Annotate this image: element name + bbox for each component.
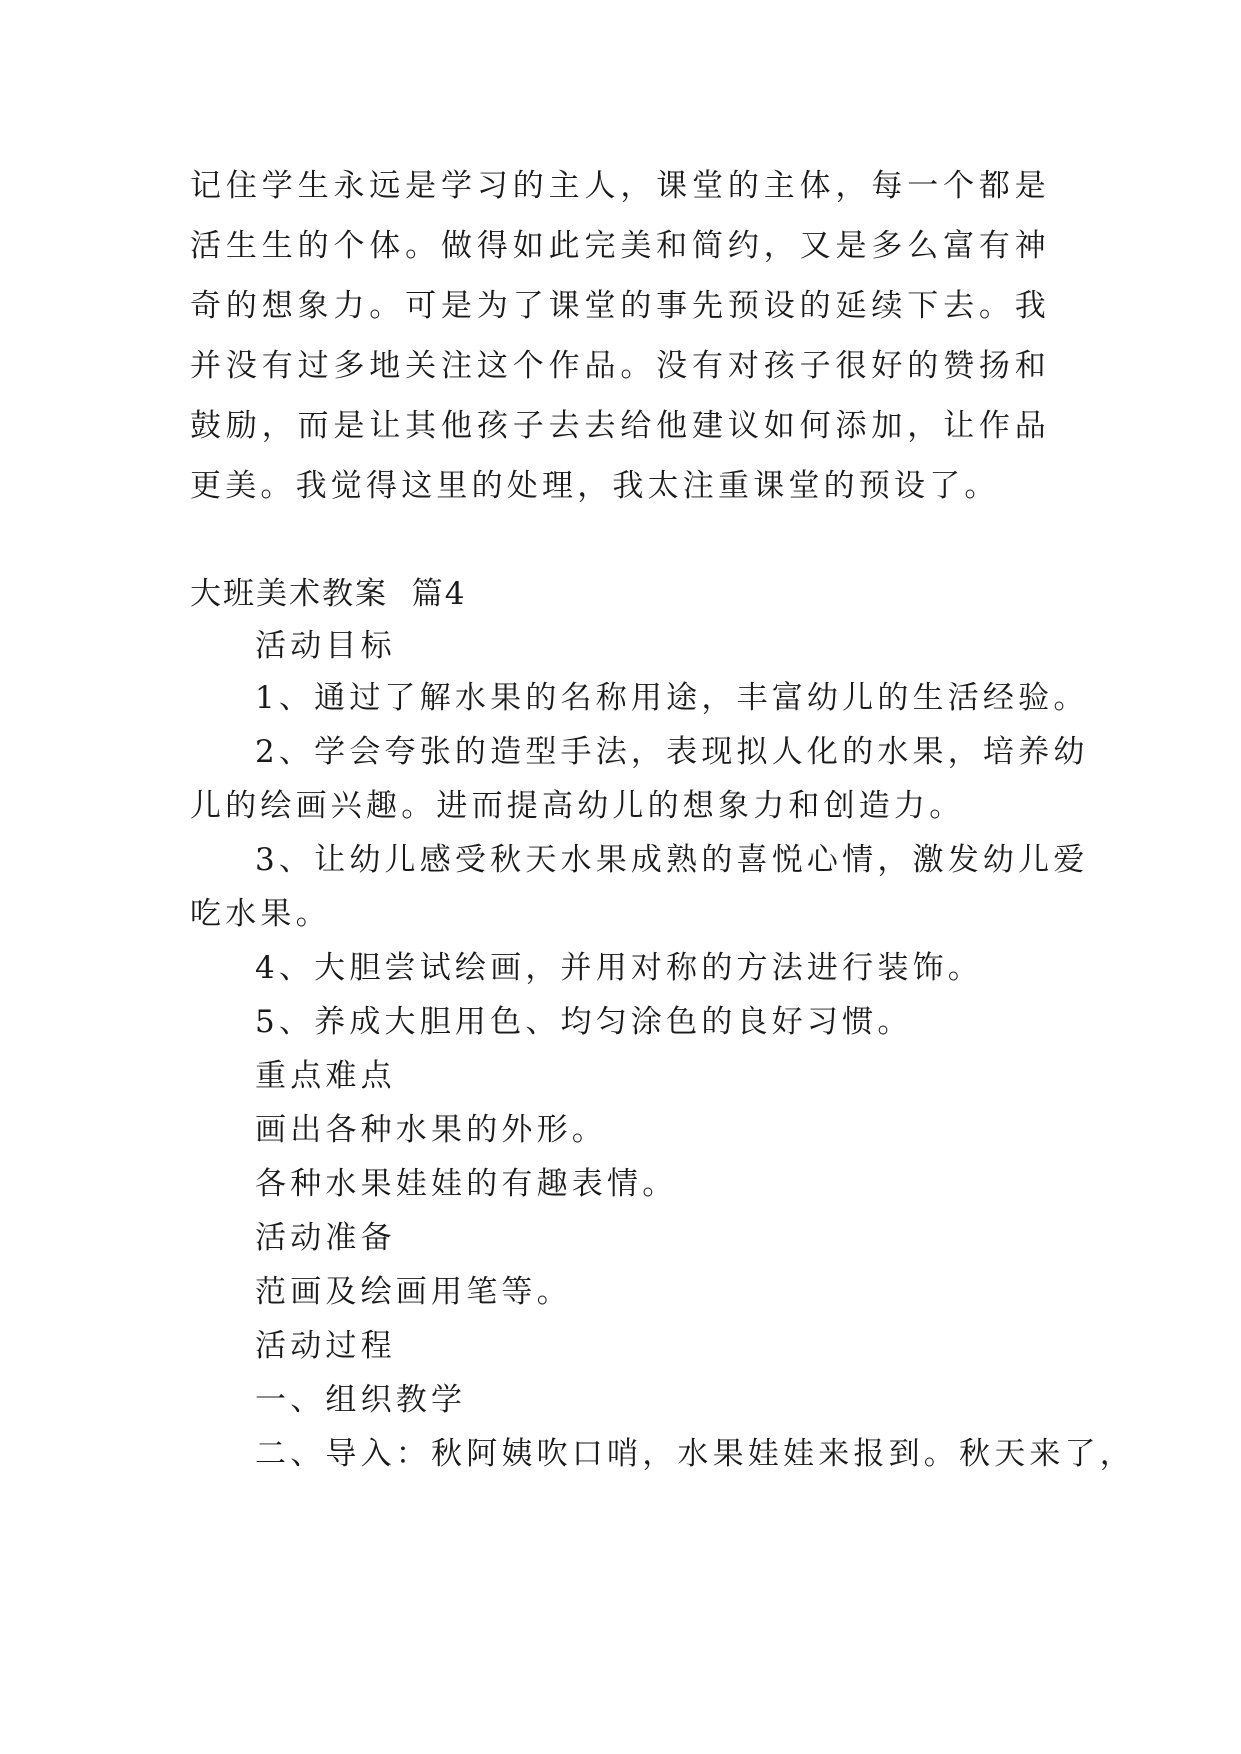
key-point-2: 各种水果娃娃的有趣表情。	[255, 1166, 678, 1202]
key-points-title: 重点难点	[255, 1058, 396, 1094]
goal-item-2: 2、学会夸张的造型手法，表现拟人化的水果，培养幼	[255, 734, 1089, 770]
goal-item-5: 5、养成大胆用色、均匀涂色的良好习惯。	[255, 1004, 913, 1040]
process-step-1: 一、组织教学	[255, 1382, 467, 1418]
goal-item-4: 4、大胆尝试绘画，并用对称的方法进行装饰。	[255, 950, 983, 986]
goal-item-3-continued: 吃水果。	[190, 896, 331, 932]
goal-item-1: 1、通过了解水果的名称用途，丰富幼儿的生活经验。	[255, 680, 1089, 716]
intro-paragraph: 记住学生永远是学习的主人，课堂的主体，每一个都是活生生的个体。做得如此完美和简约，又是多么富有神奇的想象力。可是为了课堂的事先预设的延续下去。我并没有过多地关注这个作品。没有对孩子很好的赞扬和鼓励，而是让其他孩子去去给他建议如何添加，让作品更美。我觉得这里的处理，我太注重课堂的预设了。	[190, 168, 1050, 504]
preparation-title: 活动准备	[255, 1220, 396, 1256]
preparation-item-1: 范画及绘画用笔等。	[255, 1274, 572, 1310]
key-point-1: 画出各种水果的外形。	[255, 1112, 607, 1148]
process-title: 活动过程	[255, 1328, 396, 1364]
goal-item-3: 3、让幼儿感受秋天水果成熟的喜悦心情，激发幼儿爱	[255, 842, 1089, 878]
goal-title: 活动目标	[255, 628, 396, 664]
process-step-2: 二、导入：秋阿姨吹口哨，水果娃娃来报到。秋天来了，	[255, 1436, 1135, 1472]
goal-item-2-continued: 儿的绘画兴趣。进而提高幼儿的想象力和创造力。	[190, 788, 965, 824]
section-heading: 大班美术教案 篇4	[190, 576, 467, 612]
